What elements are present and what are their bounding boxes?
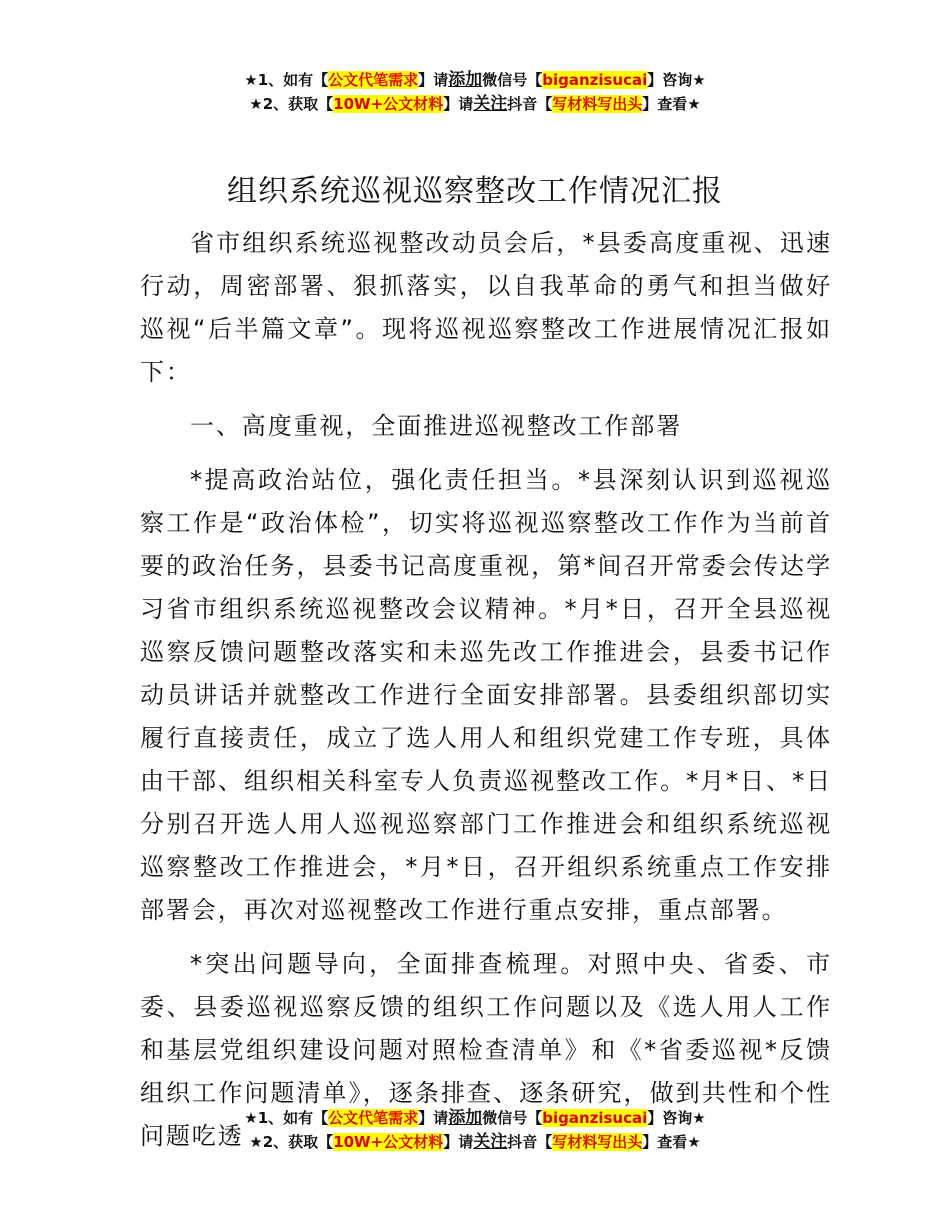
paragraph: *突出问题导向，全面排查梳理。对照中央、省委、市委、县委巡视巡察反馈的组织工作问题以及《选人用人工作和基层党组织建设问题对照检查清单》和《*省委巡视*反馈组织工作问题清单》，逐条排查、逐条研究，做到共性和个性问题吃透	[140, 950, 832, 1150]
paragraph: 省市组织系统巡视整改动员会后，*县委高度重视、迅速行动，周密部署、狠抓落实，以自我革命的勇气和担当做好巡视“后半篇文章”。现将巡视巡察整改工作进展情况汇报如下：	[140, 229, 832, 386]
footer-promo-banner	[0, 1106, 950, 1154]
promo-line-1: ★1、如有【公文代笔需求】请添加微信号【biganzisucai】咨询★	[244, 1108, 706, 1128]
promo-line-1: ★1、如有【公文代笔需求】请添加微信号【biganzisucai】咨询★	[244, 70, 706, 90]
paragraph: *提高政治站位，强化责任担当。*县深刻认识到巡视巡察工作是“政治体检”，切实将巡视巡察整改工作作为当前首要的政治任务，县委书记高度重视，第*间召开常委会传达学习省市组织系统巡视整改会议精神。*月*日，召开全县巡视巡察反馈问题整改落实和未巡先改工作推进会，县委书记作动员讲话并就整改工作进行全面安排部署。县委组织部切实履行直接责任，成立了选人用人和组织党建工作专班，具体由干部、组织相关科室专人负责巡视整改工作。*月*日、*日分别召开选人用人巡视巡察部门工作推进会和组织系统巡视巡察整改工作推进会，*月*日，召开组织系统重点工作安排部署会，再次对巡视整改工作进行重点安排，重点部署。	[140, 466, 832, 924]
document-body	[140, 222, 832, 1169]
promo-line-2: ★2、获取【10W+公文材料】请关注抖音【写材料写出头】查看★	[249, 94, 701, 114]
section-heading: 一、高度重视，全面推进巡视整改工作部署	[190, 412, 683, 440]
header-promo-banner	[0, 68, 950, 116]
promo-line-2: ★2、获取【10W+公文材料】请关注抖音【写材料写出头】查看★	[249, 1132, 701, 1152]
document-title: 组织系统巡视巡察整改工作情况汇报	[227, 174, 723, 209]
